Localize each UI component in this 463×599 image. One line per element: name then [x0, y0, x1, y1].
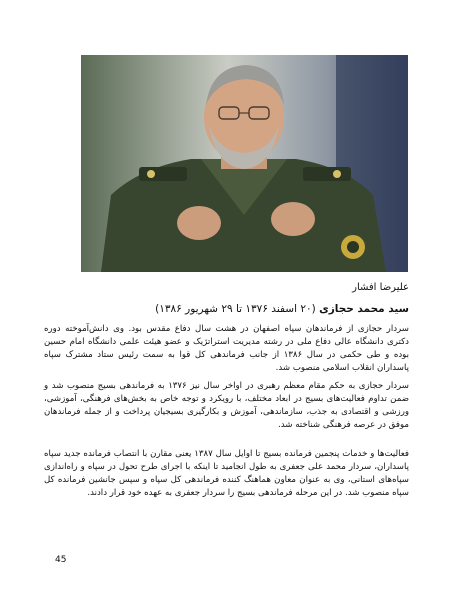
- portrait-photo: [81, 55, 408, 272]
- heading-dates: (۲۰ اسفند ۱۳۷۶ تا ۲۹ شهریور ۱۳۸۶): [155, 303, 316, 315]
- paragraph-1: سردار حجازی از فرماندهان سپاه اصفهان در هشت سال دفاع مقدس بود. وی دانش‌آموخته دوره دکتری دانشگاه عالی دفاع ملی در رشته مدیریت استراتژیک و عضو هیئت علمی دانشگاه امام حسین بوده و طی حکمی در سال ۱۳۸۶ از جانب فرماندهی کل قوا به سمت رئیس ستاد مشترک سپاه پاسداران انقلاب اسلامی منصوب شد.: [44, 324, 409, 373]
- paragraph-2: سردار حجازی به حکم مقام معظم رهبری در اواخر سال نیز ۱۳۷۶ به فرماندهی بسیج منصوب شد و ضمن تداوم فعالیت‌های بسیج در ابعاد مختلف، با رویکرد و توجه خاص به بخش‌های فرهنگی، آموزشی، ورزشی و اقتصادی به جذب، سازماندهی، آموزش و بکارگیری بسیجیان پرداخت و از جمله فرماندهان موفق در عرصه فرهنگی شناخته شد.: [44, 381, 409, 430]
- heading-name: سید محمد حجازی: [319, 303, 409, 315]
- section-heading: [44, 303, 409, 316]
- paragraph-3: فعالیت‌ها و خدمات پنجمین فرمانده بسیج تا اوایل سال ۱۳۸۷ یعنی مقارن با انتصاب فرمانده جدید سپاه پاسداران، سردار محمد علی جعفری به طول انجامید تا اینکه با اجرای طرح تحول در سپاه و راه‌اندازی سپاه‌های استانی، وی به عنوان معاون هماهنگ کننده فرماندهی کل سپاه و سپس جانشین فرمانده کل سپاه منصوب شد. در این مرحله فرماندهی بسیج را سردار جعفری به عهده خود قرار دادند.: [44, 449, 409, 498]
- page-number: 45: [55, 555, 67, 565]
- portrait-illustration: [81, 55, 408, 272]
- photo-caption: علیرضا افشار: [352, 282, 409, 293]
